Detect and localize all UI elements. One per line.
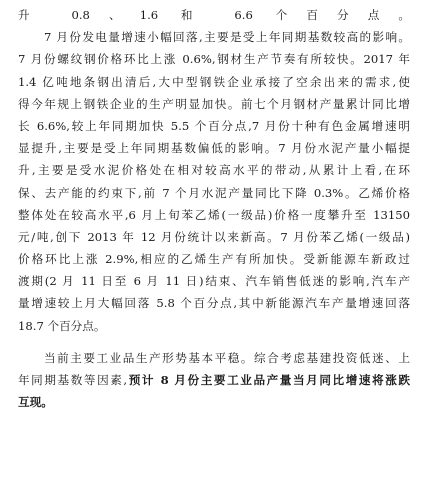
text-line — [18, 4, 410, 26]
text-run: 元/吨,创下 2013 年 12 月份统计以来新高。7 月份苯乙烯(一级品) — [18, 229, 410, 244]
text-line — [18, 115, 410, 137]
text-line — [18, 182, 410, 204]
text-run: 显提升,主要是受上年同期基数偏低的影响。7 月份水泥产量小幅提 — [18, 141, 410, 156]
text-run: 1.4 亿吨地条钢出清后,大中型钢铁企业承接了空余出来的需求,使 — [18, 74, 410, 89]
text-line — [18, 292, 410, 314]
bold-text: 互现。 — [18, 395, 53, 410]
text-run: 7 月份发电量增速小幅回落,主要是受上年同期基数较高的影响。 — [44, 30, 410, 45]
paragraph — [18, 26, 410, 337]
text-run: 升,主要是受水泥价格处在相对较高水平的带动,从累计上看,在环 — [18, 163, 410, 178]
text-run: 年同期基数等因素, — [18, 373, 128, 387]
text-run: 7 月份螺纹钢价格环比上涨 0.6%,钢材生产节奏有所较快。2017 年 — [18, 52, 410, 67]
text-line — [18, 93, 410, 115]
text-run: 量增速较上月大幅回落 5.8 个百分点,其中新能源汽车产量增速回落 — [18, 296, 410, 311]
text-run: 得今年规上钢铁企业的生产明显加快。前七个月钢材产量累计同比增 — [18, 96, 410, 111]
text-run: 整体处在较高水平,6 月上旬苯乙烯(一级品)价格一度攀升至 13150 — [18, 207, 410, 222]
text-line — [18, 347, 410, 369]
paragraph — [18, 347, 410, 414]
text-run: 长 6.6%,较上年同期加快 5.5 个百分点,7 月份十种有色金属增速明 — [18, 118, 410, 133]
text-run: 18.7 个百分点。 — [18, 318, 106, 333]
text-run: 升 0.8、1.6 和 6.6 个百分点。 — [18, 8, 410, 22]
text-line — [18, 270, 410, 292]
bold-text: 预计 8 月份主要工业品产量当月同比增速将涨跌 — [127, 373, 410, 387]
text-line — [18, 48, 410, 70]
text-line — [18, 315, 410, 337]
text-run: 保、去产能的约束下,前 7 个月水泥产量同比下降 0.3%。乙烯价格 — [18, 185, 410, 200]
text-line — [18, 391, 410, 413]
text-run: 价格环比上涨 2.9%,相应的乙烯生产有所加快。受新能源车新政过 — [18, 252, 410, 267]
paragraph — [18, 4, 410, 26]
text-line — [18, 71, 410, 93]
text-line — [18, 26, 410, 48]
text-line — [18, 226, 410, 248]
text-run: 当前主要工业品生产形势基本平稳。综合考虑基建投资低迷、上 — [44, 350, 410, 365]
text-line — [18, 137, 410, 159]
paragraph-gap — [18, 337, 410, 347]
text-run: 渡期(2 月 11 日至 6 月 11 日)结束、汽车销售低迷的影响,汽车产 — [18, 274, 410, 289]
text-line — [18, 204, 410, 226]
text-line — [18, 159, 410, 181]
text-line — [18, 369, 410, 391]
text-line — [18, 248, 410, 270]
